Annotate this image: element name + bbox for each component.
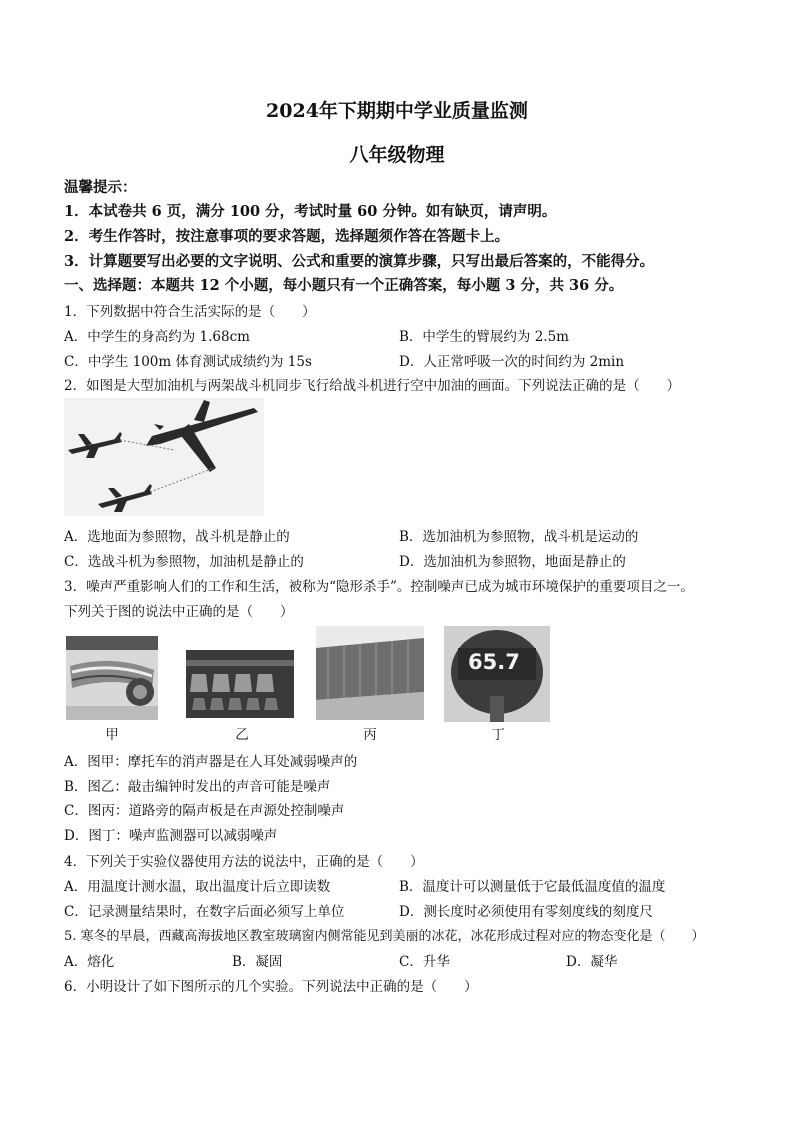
q3-option-b: B．图乙：敲击编钟时发出的声音可能是噪声 <box>64 779 331 795</box>
caption-bing: 丙 <box>363 727 377 743</box>
chime-bells-photo <box>186 650 294 718</box>
q2-option-b: B．选加油机为参照物，战斗机是运动的 <box>399 529 639 545</box>
q3-stem-line-2: 下列关于图的说法中正确的是（ ） <box>64 604 294 620</box>
page-subtitle: 八年级物理 <box>349 144 445 166</box>
q5-option-d: D．凝华 <box>566 954 618 970</box>
q5-option-b: B．凝固 <box>232 954 283 970</box>
q6-stem: 6．小明设计了如下图所示的几个实验。下列说法中正确的是（ ） <box>64 979 478 995</box>
q3-stem-line-1: 3．噪声严重影响人们的工作和生活，被称为“隐形杀手”。控制噪声已成为城市环境保护的重要项目之一。 <box>64 579 694 595</box>
aerial-refueling-photo <box>64 398 264 516</box>
q5-option-a: A．熔化 <box>64 954 115 970</box>
notice-item-1: 1．本试卷共 6 页，满分 100 分，考试时量 60 分钟。如有缺页，请声明。 <box>64 203 557 220</box>
noise-meter-reading: 65.7 <box>468 650 520 674</box>
noise-monitor-photo <box>444 626 550 722</box>
sound-barrier-photo <box>316 626 424 720</box>
notice-item-3: 3．计算题要写出必要的文字说明、公式和重要的演算步骤，只写出最后答案的，不能得分。 <box>64 253 655 270</box>
q2-option-d: D．选加油机为参照物，地面是静止的 <box>399 554 626 570</box>
q3-option-d: D．图丁：噪声监测器可以减弱噪声 <box>64 828 278 844</box>
q1-stem: 1．下列数据中符合生活实际的是（ ） <box>64 304 316 320</box>
motorcycle-muffler-photo <box>66 636 158 720</box>
q5-stem: 5. 寒冬的早晨，西藏高海拔地区教室玻璃窗内侧常能见到美丽的冰花，冰花形成过程对应的物态变化是（ ） <box>64 929 705 944</box>
q2-option-c: C．选战斗机为参照物，加油机是静止的 <box>64 554 304 570</box>
q5-option-c: C．升华 <box>399 954 450 970</box>
q4-option-d: D．测长度时必须使用有零刻度线的刻度尺 <box>399 904 653 920</box>
notice-item-2: 2．考生作答时，按注意事项的要求答题，选择题须作答在答题卡上。 <box>64 228 510 245</box>
q1-option-a: A．中学生的身高约为 1.68cm <box>64 329 250 345</box>
caption-ding: 丁 <box>491 727 505 743</box>
caption-jia: 甲 <box>105 727 119 743</box>
q3-option-c: C．图丙：道路旁的隔声板是在声源处控制噪声 <box>64 803 345 819</box>
q2-stem: 2．如图是大型加油机与两架战斗机同步飞行给战斗机进行空中加油的画面。下列说法正确的是（ ） <box>64 378 681 394</box>
q1-option-b: B．中学生的臂展约为 2.5m <box>399 329 569 345</box>
q4-stem: 4．下列关于实验仪器使用方法的说法中，正确的是（ ） <box>64 854 424 870</box>
page-title: 2024年下期期中学业质量监测 <box>266 100 528 122</box>
q1-option-c: C．中学生 100m 体育测试成绩约为 15s <box>64 354 312 370</box>
q3-option-a: A．图甲：摩托车的消声器是在人耳处减弱噪声的 <box>64 754 358 770</box>
q4-option-b: B．温度计可以测量低于它最低温度值的温度 <box>399 879 666 895</box>
q1-option-d: D．人正常呼吸一次的时间约为 2min <box>399 354 625 370</box>
section-1-heading: 一、选择题：本题共 12 个小题，每小题只有一个正确答案，每小题 3 分，共 36 分。 <box>64 277 624 294</box>
caption-yi: 乙 <box>235 727 249 743</box>
q4-option-a: A．用温度计测水温，取出温度计后立即读数 <box>64 879 331 895</box>
q2-option-a: A．选地面为参照物，战斗机是静止的 <box>64 529 290 545</box>
q4-option-c: C．记录测量结果时，在数字后面必须写上单位 <box>64 904 345 920</box>
notice-heading: 温馨提示： <box>64 179 137 196</box>
